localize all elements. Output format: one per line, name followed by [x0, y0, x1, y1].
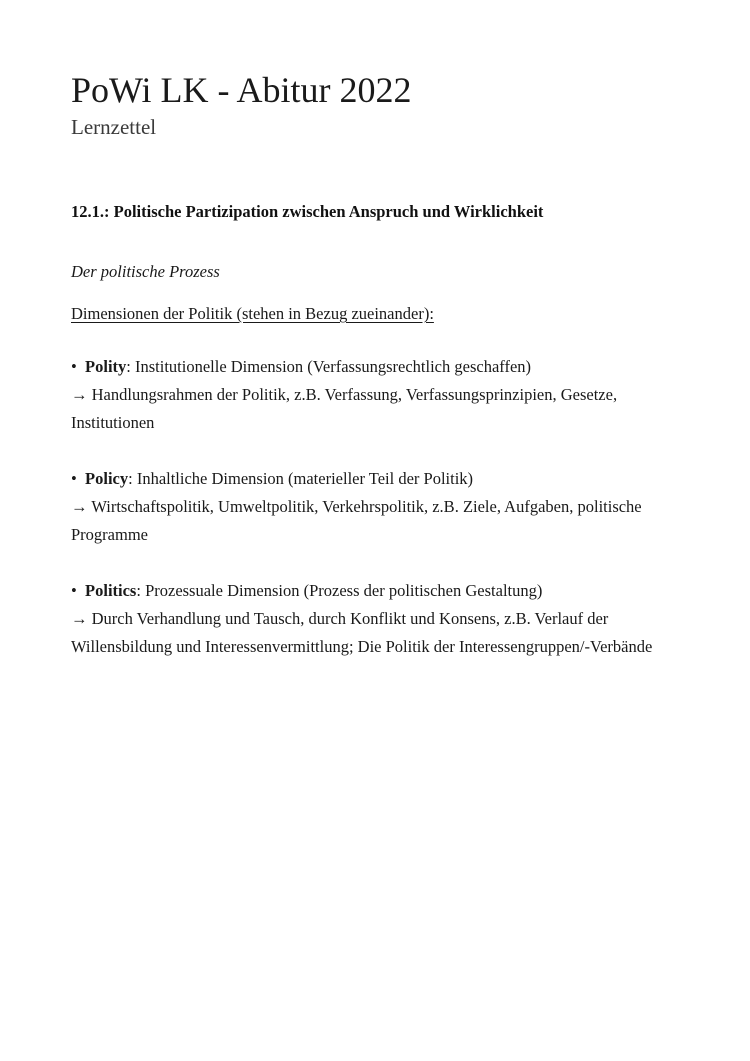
- bullet: •: [71, 469, 77, 488]
- document-subtitle: Lernzettel: [71, 115, 157, 139]
- list-item-policy: [71, 465, 671, 549]
- bullet: •: [71, 581, 77, 600]
- item-definition: : Prozessuale Dimension (Prozess der politischen Gestaltung): [136, 581, 543, 600]
- item-definition-line: [71, 577, 671, 605]
- item-definition-line: [71, 465, 671, 493]
- item-definition: : Inhaltliche Dimension (materieller Teil der Politik): [128, 469, 474, 488]
- document-title: PoWi LK - Abitur 2022: [71, 70, 412, 110]
- item-term: Polity: [85, 357, 127, 376]
- list-item-polity: [71, 353, 671, 437]
- list-item-politics: [71, 577, 671, 661]
- item-term: Policy: [85, 469, 129, 488]
- item-detail: → Wirtschaftspolitik, Umweltpolitik, Verkehrspolitik, z.B. Ziele, Aufgaben, politische Programme: [71, 497, 642, 544]
- subheading: Der politische Prozess: [71, 262, 220, 281]
- dimensions-heading: Dimensionen der Politik (stehen in Bezug zueinander):: [71, 304, 434, 323]
- section-heading: 12.1.: Politische Partizipation zwischen Anspruch und Wirklichkeit: [71, 202, 544, 221]
- bullet: •: [71, 357, 77, 376]
- item-detail: → Handlungsrahmen der Politik, z.B. Verfassung, Verfassungsprinzipien, Gesetze, Institutionen: [71, 385, 618, 432]
- item-definition: : Institutionelle Dimension (Verfassungsrechtlich geschaffen): [126, 357, 532, 376]
- item-term: Politics: [85, 581, 137, 600]
- item-detail: → Durch Verhandlung und Tausch, durch Konflikt und Konsens, z.B. Verlauf der Willensbildung und Interessenvermittlung; Die Politik der Interessengruppen/-Verbände: [71, 609, 653, 656]
- item-definition-line: [71, 353, 671, 381]
